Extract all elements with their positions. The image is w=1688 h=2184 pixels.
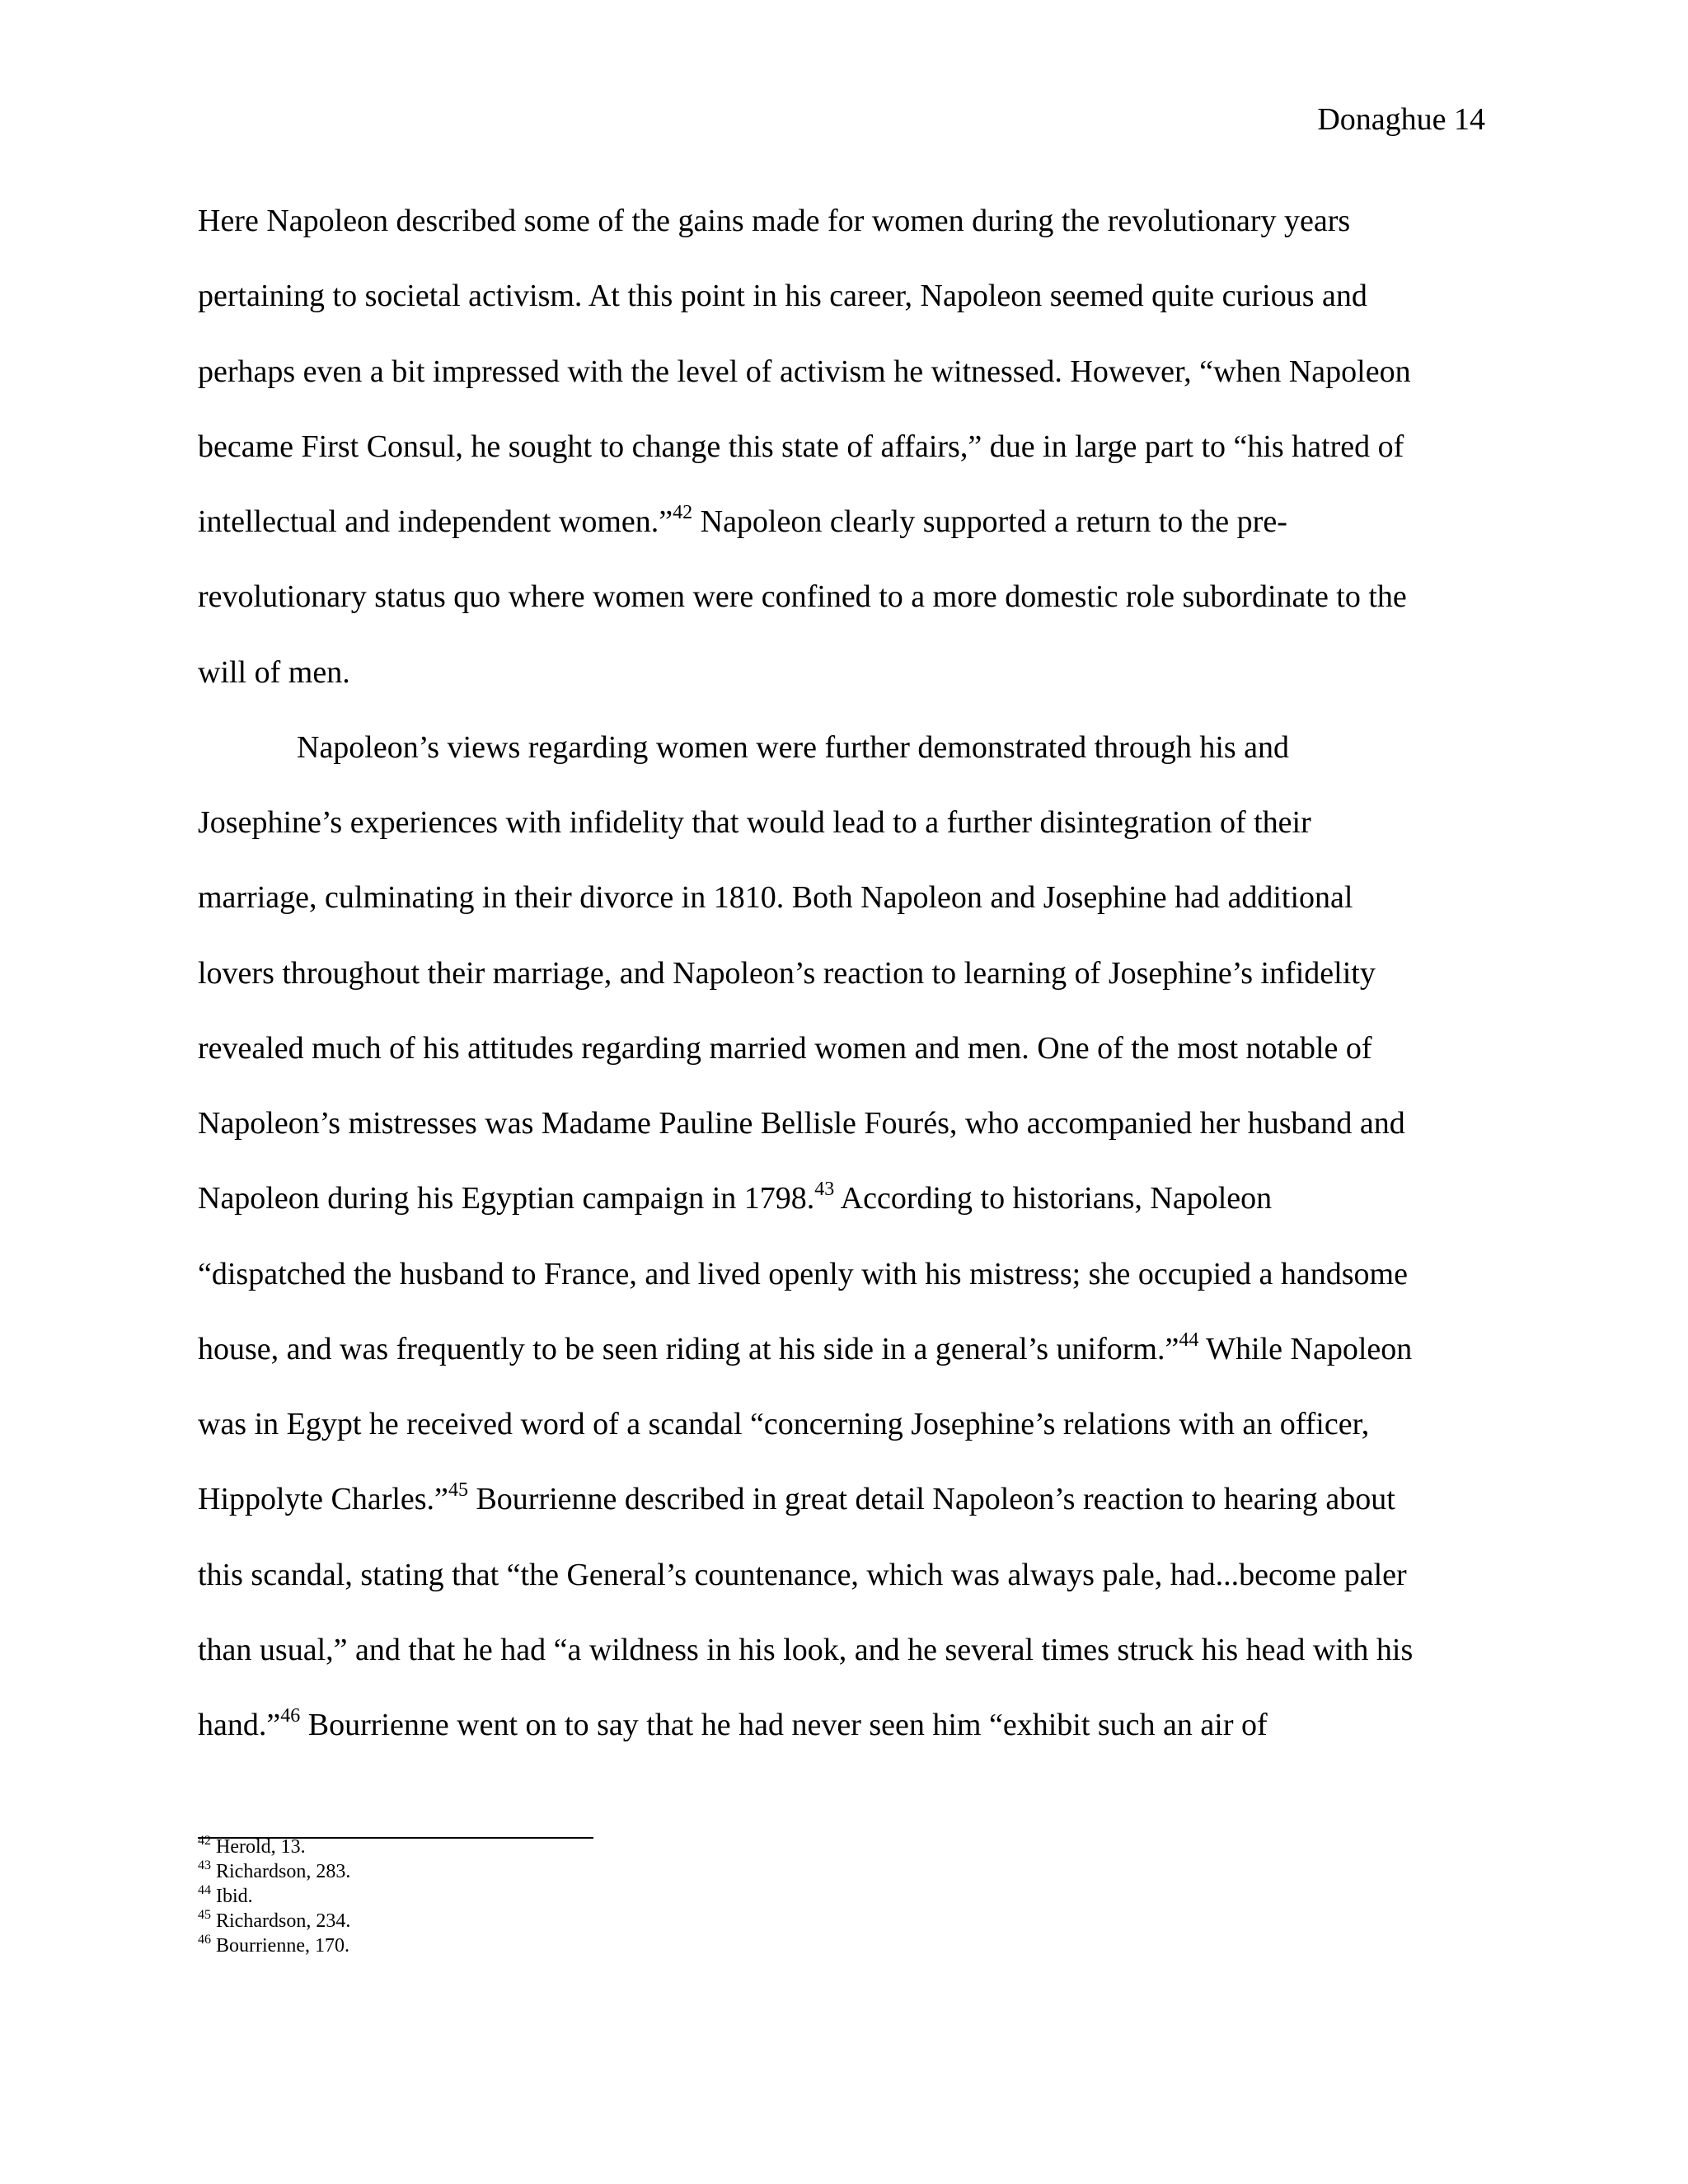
body-text: Napoleon’s mistresses was Madame Pauline Bellisle Fourés, who accompanied her husband and <box>198 1106 1405 1141</box>
body-line <box>198 1329 1412 1370</box>
body-text: Josephine’s experiences with infidelity that would lead to a further disintegration of their <box>198 805 1311 840</box>
body-text: According to historians, Napoleon <box>834 1181 1273 1216</box>
body-text: marriage, culminating in their divorce in 1810. Both Napoleon and Josephine had additional <box>198 880 1353 915</box>
paragraph-start <box>297 727 1289 768</box>
body-line <box>198 1254 1408 1295</box>
footnote-ref: 46 <box>280 1705 301 1727</box>
body-text: Bourrienne described in great detail Napoleon’s reaction to hearing about <box>467 1482 1395 1516</box>
body-line <box>198 576 1407 617</box>
footnote-ref: 42 <box>673 502 693 524</box>
body-line <box>198 1629 1413 1671</box>
body-text: will of men. <box>198 655 350 690</box>
footnote-text: Richardson, 283. <box>211 1861 351 1882</box>
body-text: was in Egypt he received word of a scandal “concerning Josephine’s relations with an officer, <box>198 1407 1370 1441</box>
body-line <box>198 1554 1407 1596</box>
body-text: “dispatched the husband to France, and lived openly with his mistress; she occupied a handsome <box>198 1257 1408 1291</box>
footnote <box>198 1909 350 1933</box>
footnote-number: 43 <box>198 1858 211 1872</box>
body-text: hand.” <box>198 1708 281 1742</box>
footnote <box>198 1835 306 1859</box>
body-line <box>198 652 350 693</box>
footnote <box>198 1933 349 1958</box>
body-text: became First Consul, he sought to change this state of affairs,” due in large part to “his hatred of <box>198 429 1404 464</box>
footnote-number: 45 <box>198 1908 211 1922</box>
body-text: revealed much of his attitudes regarding married women and men. One of the most notable of <box>198 1031 1372 1066</box>
body-line <box>198 1028 1372 1069</box>
body-line <box>198 1178 1272 1219</box>
body-text: this scandal, stating that “the General’s countenance, which was always pale, had...become paler <box>198 1558 1407 1592</box>
footnote-ref: 43 <box>814 1179 835 1201</box>
body-line <box>198 877 1353 918</box>
footnote-text: Bourrienne, 170. <box>211 1935 349 1957</box>
body-text: perhaps even a bit impressed with the level of activism he witnessed. However, “when Napoleon <box>198 354 1411 389</box>
body-line <box>198 351 1411 392</box>
body-line <box>198 1704 1268 1746</box>
body-text: Here Napoleon described some of the gains made for women during the revolutionary years <box>198 204 1351 238</box>
footnote <box>198 1859 350 1884</box>
body-text: lovers throughout their marriage, and Napoleon’s reaction to learning of Josephine’s infidelity <box>198 956 1376 991</box>
body-line <box>198 426 1404 467</box>
body-line <box>198 802 1311 843</box>
body-text: Napoleon clearly supported a return to the pre- <box>692 504 1287 539</box>
body-text: While Napoleon <box>1198 1332 1413 1366</box>
body-line <box>198 275 1367 316</box>
body-text: than usual,” and that he had “a wildness in his look, and he several times struck his head with his <box>198 1633 1414 1667</box>
footnote-text: Ibid. <box>211 1886 253 1907</box>
body-text: revolutionary status quo where women were confined to a more domestic role subordinate to the <box>198 579 1407 614</box>
footnote-text: Richardson, 234. <box>211 1910 351 1932</box>
footnote-number: 42 <box>198 1834 211 1848</box>
body-line <box>198 1103 1405 1144</box>
body-line <box>198 501 1287 542</box>
body-text: Napoleon’s views regarding women were further demonstrated through his and <box>297 730 1290 765</box>
body-text: Bourrienne went on to say that he had never seen him “exhibit such an air of <box>300 1708 1268 1742</box>
footnote-text: Herold, 13. <box>211 1836 306 1858</box>
body-line <box>198 1404 1369 1445</box>
footnote-ref: 44 <box>1179 1329 1199 1352</box>
running-head: Donaghue 14 <box>1317 102 1485 137</box>
body-text: Napoleon during his Egyptian campaign in 1798. <box>198 1181 815 1216</box>
footnote-ref: 45 <box>448 1479 468 1502</box>
footnote <box>198 1884 253 1909</box>
body-text: house, and was frequently to be seen riding at his side in a general’s uniform.” <box>198 1332 1179 1366</box>
body-line <box>198 953 1376 994</box>
footnote-number: 46 <box>198 1933 211 1947</box>
body-text: intellectual and independent women.” <box>198 504 673 539</box>
body-text: Hippolyte Charles.” <box>198 1482 448 1516</box>
body-line <box>198 1479 1395 1520</box>
body-line <box>198 200 1350 241</box>
body-text: pertaining to societal activism. At this point in his career, Napoleon seemed quite curious and <box>198 279 1367 313</box>
footnote-number: 44 <box>198 1883 211 1897</box>
